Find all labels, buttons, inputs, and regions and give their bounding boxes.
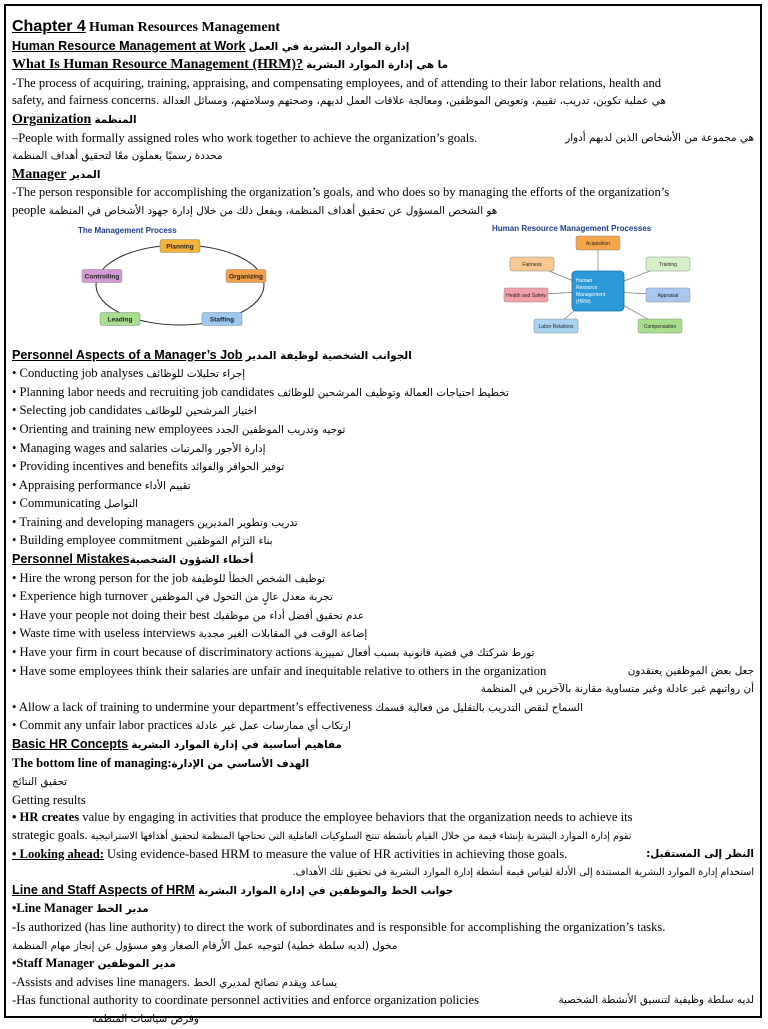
list-item bbox=[12, 699, 754, 718]
staff-manager-en: •Staff Manager bbox=[12, 956, 95, 971]
staff-manager-definition-1 bbox=[12, 974, 754, 993]
figures-row bbox=[12, 221, 754, 347]
personnel-heading bbox=[12, 347, 754, 366]
list-item-ar: عدم تحقيق أفضل أداء من موظفيك bbox=[212, 609, 365, 622]
staff-manager-definition-2-en: -Has functional authority to coordinate personnel activities and enforce organization policies bbox=[12, 993, 479, 1008]
process-node-label: Staffing bbox=[209, 316, 235, 324]
list-item-ar: ارتكاب أي ممارسات عمل غير عادلة bbox=[195, 720, 352, 733]
staff-manager-definition-1-en: -Assists and advises line managers. bbox=[12, 974, 191, 989]
looking-ahead-bold: • Looking ahead: bbox=[12, 846, 104, 861]
line-manager-definition-ar: مخول (لديه سلطة خطية) لتوجيه عمل الأرقام الصغار وهو مسؤول عن إنجاز مهام المنظمة bbox=[12, 939, 398, 952]
organization-definition-ar-text: محددة رسميًا يعملون معًا لتحقيق أهداف المنظمة bbox=[12, 150, 223, 163]
list-item-ar: تقييم الأداء bbox=[144, 479, 191, 492]
list-item bbox=[12, 607, 754, 626]
section-title-en: Human Resource Management at Work bbox=[12, 38, 246, 53]
list-item-en: • Communicating bbox=[12, 496, 101, 511]
list-item bbox=[12, 495, 754, 514]
staff-manager-definition-2-ar: لديه سلطة وظيفية لتنسيق الأنشطة الشخصية bbox=[558, 994, 754, 1007]
hrm-definition-ar: هي عملية تكوين، تدريب، تقييم، وتعويض الموظفين، ومعالجة علاقات العمل لديهم، وصحتهم وسلامتهم، ومسائل العدالة bbox=[162, 95, 666, 108]
hrm-center-label: Management bbox=[576, 291, 606, 298]
mistakes-title-ar: أخطاء الشؤون الشخصية bbox=[129, 554, 254, 567]
chapter-label: Chapter 4 bbox=[12, 18, 86, 35]
bottom-line-ar: الهدف الأساسي من الإدارة bbox=[171, 757, 310, 770]
hrm-definition-en: safety, and fairness concerns. bbox=[12, 93, 160, 108]
document-page bbox=[4, 4, 762, 1025]
getting-results-en: Getting results bbox=[12, 792, 86, 807]
hr-creates-text: value by engaging in activities that produce the employee behaviors that the organization needs to achieve its bbox=[79, 810, 633, 825]
personnel-title-ar: الجوانب الشخصية لوظيفة المدير bbox=[245, 349, 412, 362]
list-item bbox=[12, 588, 754, 607]
personnel-title-en: Personnel Aspects of a Manager’s Job bbox=[12, 347, 243, 362]
list-item-en: • Have your firm in court because of discriminatory actions bbox=[12, 645, 312, 660]
line-manager-heading bbox=[12, 900, 754, 919]
hr-creates-line-1 bbox=[12, 809, 754, 827]
line-manager-ar: مدير الخط bbox=[96, 903, 149, 916]
organization-heading bbox=[12, 111, 754, 130]
manager-definition-ar: هو الشخص المسؤول عن تحقيق أهداف المنظمة، ويفعل ذلك من خلال إدارة جهود الأشخاص في المنظمة bbox=[48, 204, 498, 217]
line-manager-definition-ar-row bbox=[12, 937, 754, 956]
hrm-definition-line-2 bbox=[12, 92, 754, 111]
list-item-ar: بناء التزام الموظفين bbox=[185, 535, 273, 548]
chapter-heading bbox=[12, 18, 754, 37]
line-staff-title-ar: جوانب الخط والموظفين في إدارة الموارد البشرية bbox=[198, 884, 454, 897]
list-item-en: • Have your people not doing their best bbox=[12, 607, 210, 622]
list-item-en: • Appraising performance bbox=[12, 477, 142, 492]
process-node-label: Leading bbox=[107, 316, 133, 324]
list-item-en: • Orienting and training new employees bbox=[12, 421, 213, 436]
list-item-en: • Providing incentives and benefits bbox=[12, 459, 188, 474]
list-item-en: • Experience high turnover bbox=[12, 589, 148, 604]
list-item bbox=[12, 365, 754, 384]
manager-definition-en: people bbox=[12, 202, 46, 217]
management-process-title: The Management Process bbox=[78, 225, 177, 235]
hr-creates-bold: • HR creates bbox=[12, 810, 80, 825]
list-item bbox=[12, 458, 754, 477]
list-item-en: • Selecting job candidates bbox=[12, 403, 142, 418]
list-item-en: • Have some employees think their salaries are unfair and inequitable relative to others in the organization bbox=[12, 663, 547, 678]
list-item bbox=[12, 644, 754, 663]
line-staff-title-en: Line and Staff Aspects of HRM bbox=[12, 882, 195, 897]
organization-definition-ar: هي مجموعة من الأشخاص الذين لديهم أدوار bbox=[565, 131, 754, 144]
organization-definition-ar-2 bbox=[12, 147, 754, 166]
list-item-en: • Conducting job analyses bbox=[12, 366, 144, 381]
manager-title-en: Manager bbox=[12, 166, 67, 182]
manager-title-ar: المدير bbox=[69, 168, 101, 181]
list-item-ar: التواصل bbox=[103, 498, 139, 511]
list-item bbox=[12, 663, 754, 681]
manager-heading bbox=[12, 166, 754, 185]
looking-ahead-text: Using evidence-based HRM to measure the value of HR activities in achieving those goals. bbox=[103, 846, 568, 861]
organization-title-en: Organization bbox=[12, 111, 92, 127]
staff-manager-heading bbox=[12, 955, 754, 974]
hrm-processes-title: Human Resource Management Processes bbox=[492, 223, 652, 233]
list-item-ar: تورط شركتك في قضية قانونية بسبب أفعال تمييزية bbox=[314, 647, 535, 660]
list-item bbox=[12, 384, 754, 403]
manager-definition-line-2 bbox=[12, 202, 754, 221]
mistakes-heading bbox=[12, 551, 754, 570]
process-node-label: Controlling bbox=[84, 273, 120, 281]
list-item-ar: إجراء تحليلات للوظائف bbox=[146, 368, 246, 381]
line-manager-definition-en: -Is authorized (has line authority) to direct the work of subordinates and is responsible for accomplishing the organization’s tasks. bbox=[12, 919, 666, 934]
getting-results-ar: تحقيق النتائج bbox=[12, 776, 68, 789]
list-item bbox=[12, 514, 754, 533]
list-item-en: • Building employee commitment bbox=[12, 533, 183, 548]
looking-ahead-ar-title: النظر إلى المستقبل: bbox=[646, 847, 754, 860]
list-item-en: • Waste time with useless interviews bbox=[12, 626, 196, 641]
hr-creates-ar: تقوم إدارة الموارد البشرية بإنشاء قيمة من خلال القيام بأنشطة تنتج السلوكيات العاملية التي تحتاجها المنظمة لتحقيق أهدافها الاستراتيجية bbox=[90, 830, 632, 842]
list-item-ar: جعل بعض الموظفين يعتقدون bbox=[627, 664, 754, 677]
list-item-en: • Hire the wrong person for the job bbox=[12, 570, 189, 585]
personnel-mistakes-list-continued bbox=[12, 699, 754, 736]
section-title-ar: ما هي إدارة الموارد البشرية bbox=[306, 59, 449, 72]
bottom-line-heading bbox=[12, 755, 754, 774]
line-manager-en: •Line Manager bbox=[12, 901, 94, 916]
mistakes-title-en: Personnel Mistakes bbox=[12, 552, 130, 567]
list-item-ar: توفير الحوافز والفوائد bbox=[190, 461, 285, 474]
management-process-diagram bbox=[58, 221, 308, 343]
list-item-en: • Planning labor needs and recruiting job candidates bbox=[12, 384, 275, 399]
list-item bbox=[12, 440, 754, 459]
basic-concepts-title-en: Basic HR Concepts bbox=[12, 737, 129, 751]
list-item-ar: توظيف الشخص الخطأ للوظيفة bbox=[191, 572, 326, 585]
list-item-ar: تجربة معدل عالٍ من التحول في الموظفين bbox=[150, 591, 333, 604]
list-item-ar: توجيه وتدريب الموظفين الجدد bbox=[215, 423, 346, 436]
basic-concepts-heading bbox=[12, 736, 754, 755]
chapter-title: Human Resources Management bbox=[88, 20, 281, 35]
section-title-en: What Is Human Resource Management (HRM)? bbox=[12, 57, 303, 73]
organization-title-ar: المنظمة bbox=[94, 113, 137, 126]
basic-concepts-title-ar: مفاهيم أساسية في إدارة الموارد البشرية bbox=[131, 739, 342, 751]
looking-ahead-ar-row bbox=[12, 863, 754, 882]
staff-manager-ar: مدير الموظفين bbox=[97, 958, 176, 971]
line-staff-heading bbox=[12, 882, 754, 901]
process-node-label: Planning bbox=[166, 243, 194, 251]
hrm-node-label: Training bbox=[659, 261, 677, 268]
list-item-ar: اختيار المرشحين للوظائف bbox=[145, 405, 257, 418]
looking-ahead-ar: استخدام إدارة الموارد البشرية المستندة إلى الأدلة لقياس قيمة أنشطة إدارة الموارد البشرية في تحقيق تلك الأهداف. bbox=[292, 867, 754, 879]
list-item bbox=[12, 402, 754, 421]
list-item bbox=[12, 570, 754, 589]
hrm-node-label: Labor Relations bbox=[538, 323, 574, 330]
list-item-en: • Allow a lack of training to undermine your department’s effectiveness bbox=[12, 699, 373, 714]
personnel-aspects-list bbox=[12, 365, 754, 551]
section-what-is-hrm bbox=[12, 56, 754, 75]
list-item-ar: تدريب وتطوير المديرين bbox=[197, 516, 298, 529]
hrm-node-label: Fairness bbox=[522, 261, 542, 268]
list-item-en: • Training and developing managers bbox=[12, 514, 195, 529]
getting-results-ar-row bbox=[12, 773, 754, 792]
list-item-en: • Commit any unfair labor practices bbox=[12, 718, 193, 733]
hrm-node-label: Acquisition bbox=[585, 240, 611, 247]
process-node-label: Organizing bbox=[229, 273, 263, 281]
hrm-definition-line-1: -The process of acquiring, training, appraising, and compensating employees, and of attending to their labor relations, health and bbox=[12, 75, 662, 90]
staff-manager-definition-1-ar: يساعد ويقدم نصائح لمديري الخط bbox=[193, 976, 338, 989]
section-hrm-at-work bbox=[12, 38, 754, 57]
list-item bbox=[12, 477, 754, 496]
hrm-center-label: Human bbox=[576, 277, 593, 284]
hrm-node-label: Appraisal bbox=[657, 292, 679, 299]
list-item-ar: إدارة الأجور والمرتبات bbox=[170, 442, 266, 455]
bottom-line-en: The bottom line of managing: bbox=[12, 755, 172, 770]
hrm-center-box bbox=[572, 271, 624, 311]
organization-definition bbox=[12, 130, 754, 148]
list-item-ar: تخطيط احتياجات العمالة وتوظيف المرشحين للوظائف bbox=[277, 386, 509, 399]
list-item bbox=[12, 625, 754, 644]
section-title-ar: إدارة الموارد البشرية في العمل bbox=[248, 40, 410, 53]
list-item bbox=[12, 532, 754, 551]
list-item bbox=[12, 421, 754, 440]
hrm-center-label: Resource bbox=[576, 284, 598, 291]
organization-definition-en: –People with formally assigned roles who work together to achieve the organization’s goals. bbox=[12, 130, 478, 145]
manager-definition-line-1: -The person responsible for accomplishing the organization’s goals, and who does so by managing the efforts of the organization’s bbox=[12, 185, 670, 200]
hrm-node-label: Compensation bbox=[643, 323, 677, 330]
looking-ahead-line bbox=[12, 846, 754, 864]
hr-creates-line-2 bbox=[12, 827, 754, 846]
list-item-continuation bbox=[12, 680, 754, 699]
staff-manager-definition-2-ar-row bbox=[12, 1010, 754, 1029]
list-item-ar: السماح لنقص التدريب بالتقليل من فعالية قسمك bbox=[375, 701, 583, 714]
staff-manager-definition-2-ar-cont: وفرض سياسات المنظمة bbox=[92, 1012, 199, 1025]
list-item-ar: إضاعة الوقت في المقابلات الغير مجدية bbox=[198, 628, 368, 641]
hrm-processes-diagram bbox=[486, 221, 734, 347]
personnel-mistakes-list bbox=[12, 570, 754, 663]
hrm-node-label: Health and Safety bbox=[506, 292, 546, 299]
list-item-ar: أن رواتبهم غير عادلة وغير متساوية مقارنة بالآخرين في المنظمة bbox=[480, 683, 754, 696]
list-item bbox=[12, 717, 754, 736]
list-item-en: • Managing wages and salaries bbox=[12, 440, 168, 455]
hrm-center-label: (HRM) bbox=[576, 298, 591, 305]
hr-creates-en: strategic goals. bbox=[12, 827, 88, 842]
staff-manager-definition-2 bbox=[12, 992, 754, 1010]
